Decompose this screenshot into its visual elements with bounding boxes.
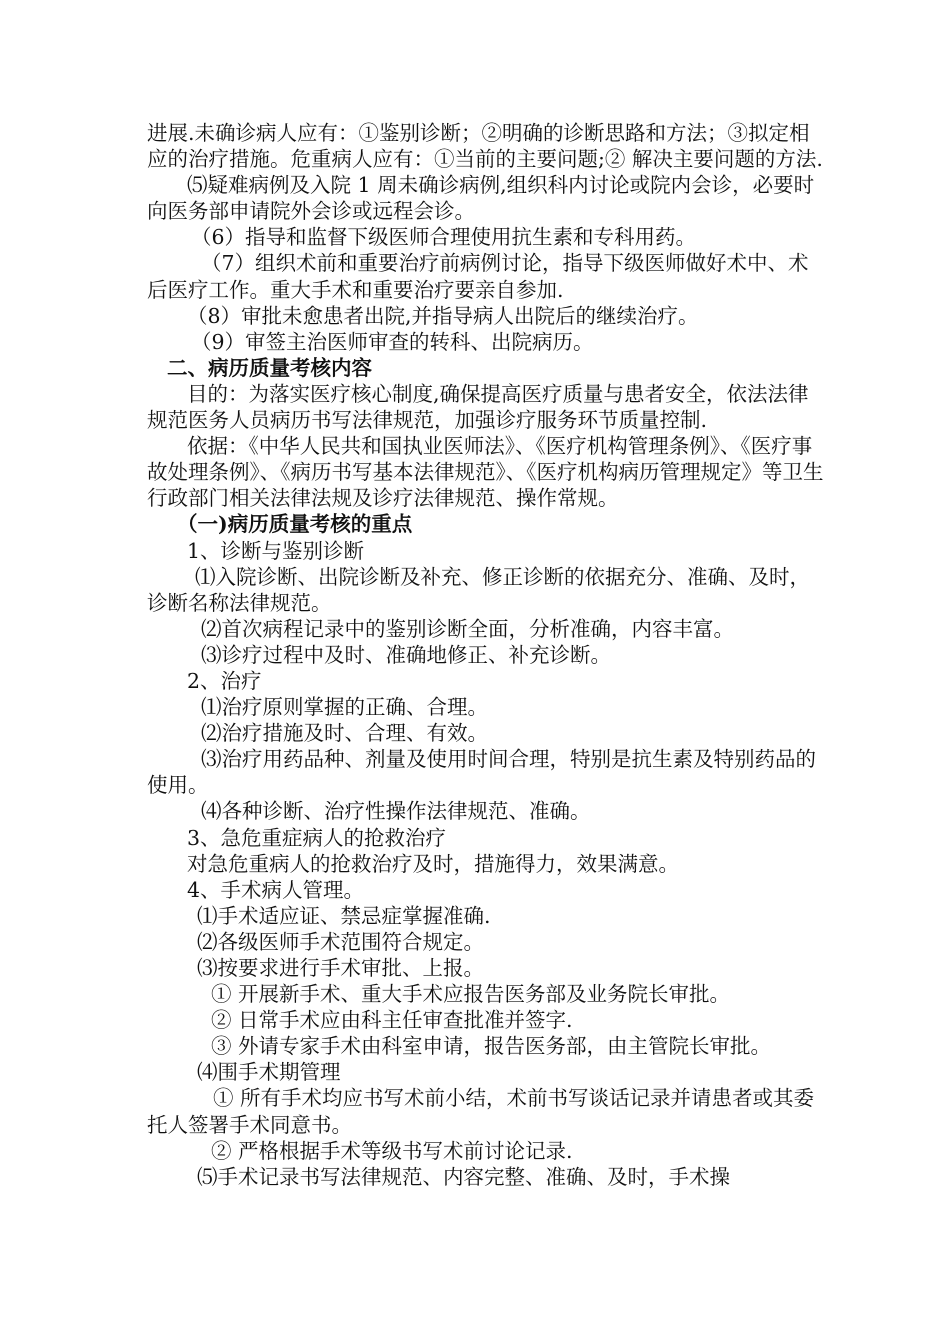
list-item: ③ 外请专家手术由科室申请，报告医务部，由主管院长审批。 <box>211 1034 772 1059</box>
document-body <box>147 120 827 1190</box>
list-item: ⑴治疗原则掌握的正确、合理。 <box>201 695 488 720</box>
list-item: ① 所有手术均应书写术前小结，术前书写谈话记录并请患者或其委托人签署手术同意书。 <box>147 1086 815 1137</box>
list-item: ② 严格根据手术等级书写术前讨论记录. <box>211 1138 573 1163</box>
list-item: ⑷各种诊断、治疗性操作法律规范、准确。 <box>201 799 591 824</box>
list-item: ⑵各级医师手术范围符合规定。 <box>197 929 484 954</box>
list-item: ⑷围手术期管理 <box>197 1060 341 1085</box>
paragraph: ⑸疑难病例及入院 1 周未确诊病例,组织科内讨论或院内会诊，必要时向医务部申请院外会诊或远程会诊。 <box>147 173 815 224</box>
paragraph: （8）审批未愈患者出院,并指导病人出院后的继续治疗。 <box>187 303 699 328</box>
paragraph: 依据：《中华人民共和国执业医师法》、《医疗机构管理条例》、《医疗事故处理条例》、《病历书写基本法律规范》、《医疗机构病历管理规定》等卫生行政部门相关法律法规及诊疗法律规范、操作常规。 <box>147 434 824 511</box>
list-item: ⑶治疗用药品种、剂量及使用时间合理，特别是抗生素及特别药品的使用。 <box>147 747 816 798</box>
paragraph: 对急危重病人的抢救治疗及时，措施得力，效果满意。 <box>187 851 679 876</box>
list-item: ⑸手术记录书写法律规范、内容完整、准确、及时，手术操 <box>197 1164 730 1189</box>
paragraph: （6）指导和监督下级医师合理使用抗生素和专科用药。 <box>191 225 697 250</box>
list-item: 4、手术病人管理。 <box>187 877 365 902</box>
paragraph: 进展.未确诊病人应有：①鉴别诊断；②明确的诊断思路和方法；③拟定相应的治疗措施。危重病人应有：①当前的主要问题;② 解决主要问题的方法. <box>147 121 823 172</box>
paragraph: （7）组织术前和重要治疗前病例讨论，指导下级医师做好术中、术后医疗工作。重大手术和重要治疗要亲自参加. <box>147 251 809 302</box>
list-item: ⑴手术适应证、禁忌症掌握准确. <box>197 903 491 928</box>
list-item: 1、诊断与鉴别诊断 <box>187 538 365 563</box>
list-item: 2、治疗 <box>187 668 262 693</box>
list-item: ② 日常手术应由科主任审查批准并签字. <box>211 1008 573 1033</box>
section-heading: 二、病历质量考核内容 <box>167 355 372 380</box>
list-item: ⑶诊疗过程中及时、准确地修正、补充诊断。 <box>201 642 611 667</box>
list-item: ⑵治疗措施及时、合理、有效。 <box>201 721 488 746</box>
list-item: 3、急危重症病人的抢救治疗 <box>187 825 447 850</box>
paragraph: （9）审签主治医师审查的转科、出院病历。 <box>191 329 594 354</box>
paragraph: 目的：为落实医疗核心制度,确保提高医疗质量与患者安全，依法法律规范医务人员病历书写法律规范，加强诊疗服务环节质量控制. <box>147 381 809 433</box>
subsection-heading: （一)病历质量考核的重点 <box>177 512 413 537</box>
list-item: ⑴入院诊断、出院诊断及补充、修正诊断的依据充分、准确、及时，诊断名称法律规范。 <box>147 564 810 615</box>
list-item: ⑵首次病程记录中的鉴别诊断全面，分析准确，内容丰富。 <box>201 616 734 641</box>
list-item: ① 开展新手术、重大手术应报告医务部及业务院长审批。 <box>211 982 731 1007</box>
list-item: ⑶按要求进行手术审批、上报。 <box>197 956 484 980</box>
